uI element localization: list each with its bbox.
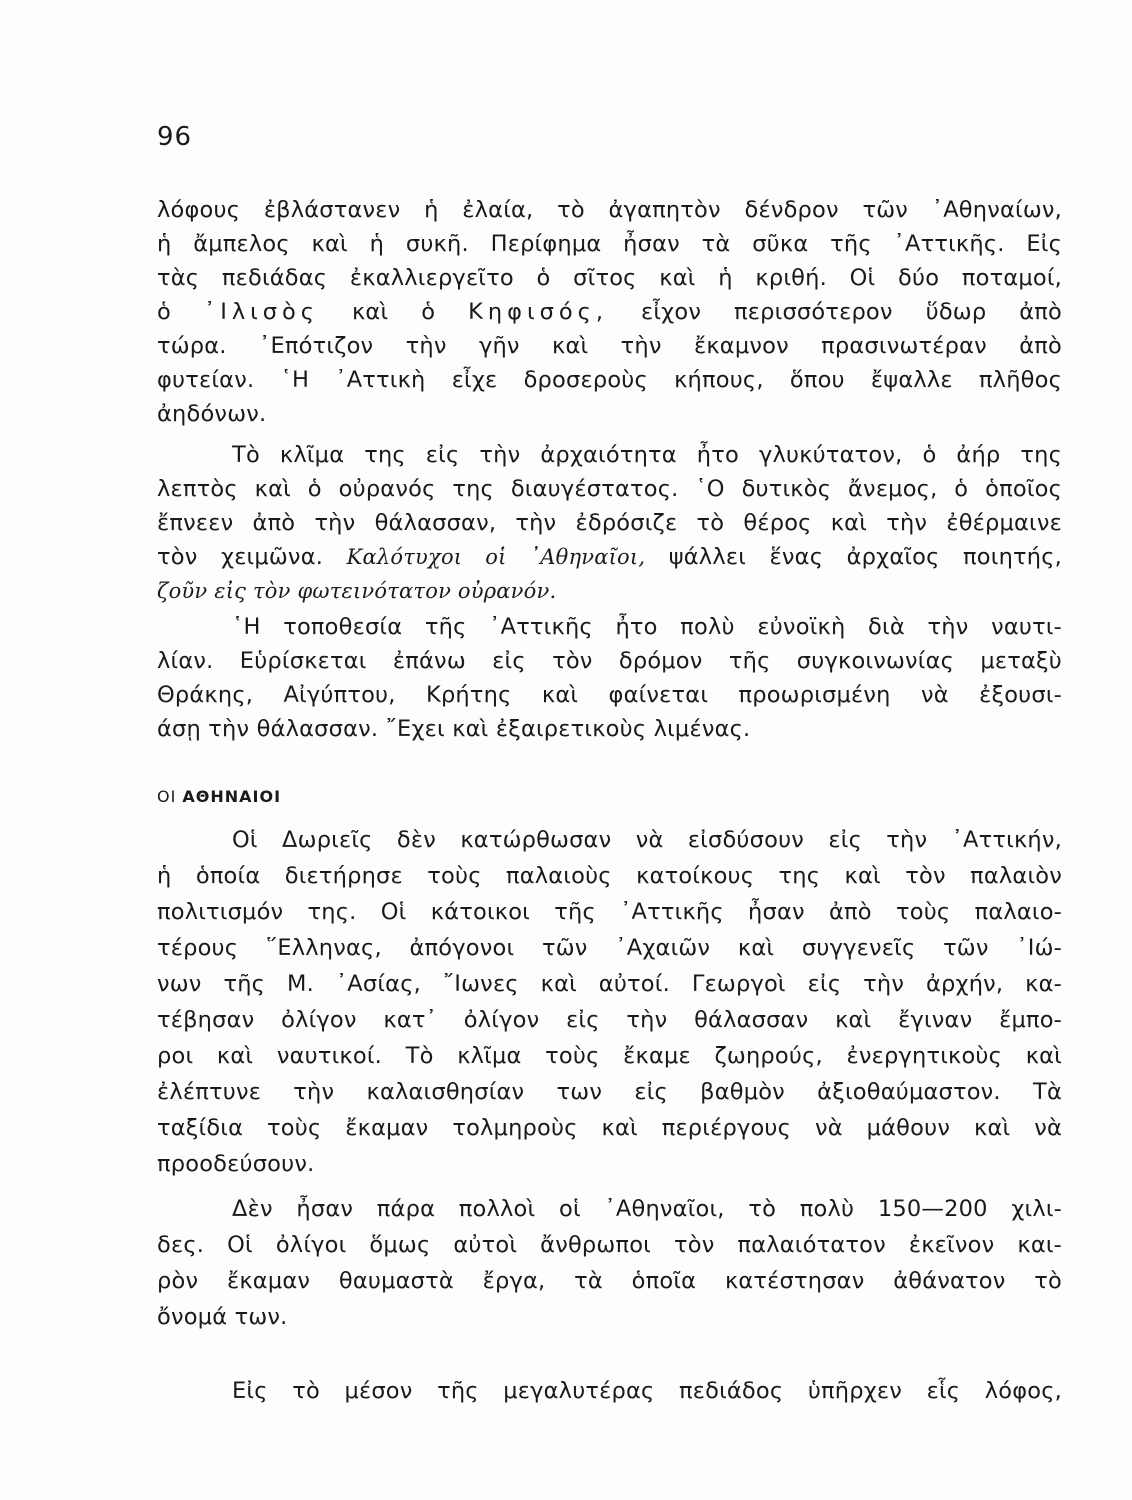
page-number: 96 [157,122,193,152]
text-line: ἡ ἄμπελος καὶ ἡ συκῆ. Περίφημα ἦσαν τὰ σῦκα τῆς ᾿Αττικῆς. Εἰς [157,231,1062,257]
text-line: ἀηδόνων. [157,401,267,427]
text-line: τέβησαν ὀλίγον κατ᾿ ὀλίγον εἰς τὴν θάλασσαν καὶ ἔγιναν ἔμπο- [157,1007,1062,1033]
text-line: Δὲν ἦσαν πάρα πολλοὶ οἱ ᾿Αθηναῖοι, τὸ πολὺ 150—200 χιλι- [232,1196,1062,1222]
text-line: ροι καὶ ναυτικοί. Τὸ κλῖμα τοὺς ἔκαμε ζωηρούς, ἐνεργητικοὺς καὶ [157,1043,1062,1069]
text-fragment: τὸν χειμῶνα. [157,544,324,570]
text-line: ταξίδια τοὺς ἔκαμαν τολμηροὺς καὶ περιέργους νὰ μάθουν καὶ νὰ [157,1115,1062,1141]
spaced-name-kifisos: Κηφισός, [468,299,609,325]
text-line: ῾Η τοποθεσία τῆς ᾿Αττικῆς ἦτο πολὺ εὐνοϊκὴ διὰ τὴν ναυτι- [232,614,1062,640]
text-line: Οἱ Δωριεῖς δὲν κατώρθωσαν νὰ εἰσδύσουν εἰς τὴν ᾿Αττικήν, [232,827,1062,853]
text-line [157,295,1062,329]
text-line: τὰς πεδιάδας ἐκαλλιεργεῖτο ὁ σῖτος καὶ ἡ κριθή. Οἱ δύο ποταμοί, [157,265,1062,291]
italic-quote: Καλότυχοι οἱ ᾿Αθηναῖοι, [346,545,646,569]
text-fragment: ψάλλει ἕνας ἀρχαῖος ποιητής, [668,544,1063,570]
text-line: λεπτὸς καὶ ὁ οὐρανός της διαυγέστατος. ῾Ο δυτικὸς ἄνεμος, ὁ ὁποῖος [157,476,1062,502]
text-line: άσῃ τὴν θάλασσαν. ῎Εχει καὶ ἐξαιρετικοὺς λιμένας. [157,716,751,742]
text-line: πολιτισμόν της. Οἱ κάτοικοι τῆς ᾿Αττικῆς ἦσαν ἀπὸ τοὺς παλαιο- [157,899,1062,925]
text-line: προοδεύσουν. [157,1151,315,1177]
text-line: ἡ ὁποία διετήρησε τοὺς παλαιοὺς κατοίκους της καὶ τὸν παλαιὸν [157,863,1062,889]
text-line: ὄνομά των. [157,1304,288,1330]
text-line: νων τῆς Μ. ᾿Ασίας, ῎Ιωνες καὶ αὐτοί. Γεωργοὶ εἰς τὴν ἀρχήν, κα- [157,971,1062,997]
text-line: τώρα. ᾿Επότιζον τὴν γῆν καὶ τὴν ἔκαμνον πρασινωτέραν ἀπὸ [157,333,1062,359]
spaced-name-ilisos: ᾿Ιλισὸς [203,299,319,325]
text-line: ρὸν ἔκαμαν θαυμαστὰ ἔργα, τὰ ὁποῖα κατέστησαν ἀθάνατον τὸ [157,1268,1062,1294]
text-line: Θράκης, Αἰγύπτου, Κρήτης καὶ φαίνεται προωρισμένη νὰ ἐξουσι- [157,682,1062,708]
heading-word: ΟΙ [157,787,177,806]
text-line: φυτείαν. ῾Η ᾿Αττικὴ εἶχε δροσεροὺς κήπους, ὅπου ἔψαλλε πλῆθος [157,367,1062,393]
heading-word: ΑΘΗΝΑΙΟΙ [182,787,282,806]
text-fragment: ὁ [157,299,171,325]
text-fragment: καὶ ὁ [351,299,436,325]
text-line: ἐλέπτυνε τὴν καλαισθησίαν των εἰς βαθμὸν ἀξιοθαύμαστον. Τὰ [157,1079,1062,1105]
text-line: λίαν. Εὑρίσκεται ἐπάνω εἰς τὸν δρόμον τῆς συγκοινωνίας μεταξὺ [157,648,1062,674]
text-line: Τὸ κλῖμα της εἰς τὴν ἀρχαιότητα ἦτο γλυκύτατον, ὁ ἀήρ της [232,442,1062,468]
text-line: ἔπνεεν ἀπὸ τὴν θάλασσαν, τὴν ἐδρόσιζε τὸ θέρος καὶ τὴν ἐθέρμαινε [157,510,1062,536]
section-heading [157,787,281,806]
text-line: Εἰς τὸ μέσον τῆς μεγαλυτέρας πεδιάδος ὑπῆρχεν εἷς λόφος, [232,1378,1062,1404]
italic-quote-line: ζοῦν εἰς τὸν φωτεινότατον οὐρανόν. [157,579,557,603]
text-line: λόφους ἐβλάστανεν ἡ ἐλαία, τὸ ἀγαπητὸν δένδρον τῶν ᾿Αθηναίων, [157,197,1062,223]
text-line: δες. Οἱ ὀλίγοι ὅμως αὐτοὶ ἄνθρωποι τὸν παλαιότατον ἐκεῖνον και- [157,1232,1062,1258]
text-line [157,540,1062,574]
text-fragment: εἶχον περισσότερον ὕδωρ ἀπὸ [640,299,1063,325]
text-line: τέρους ῞Ελληνας, ἀπόγονοι τῶν ᾿Αχαιῶν καὶ συγγενεῖς τῶν ᾿Ιώ- [157,935,1062,961]
